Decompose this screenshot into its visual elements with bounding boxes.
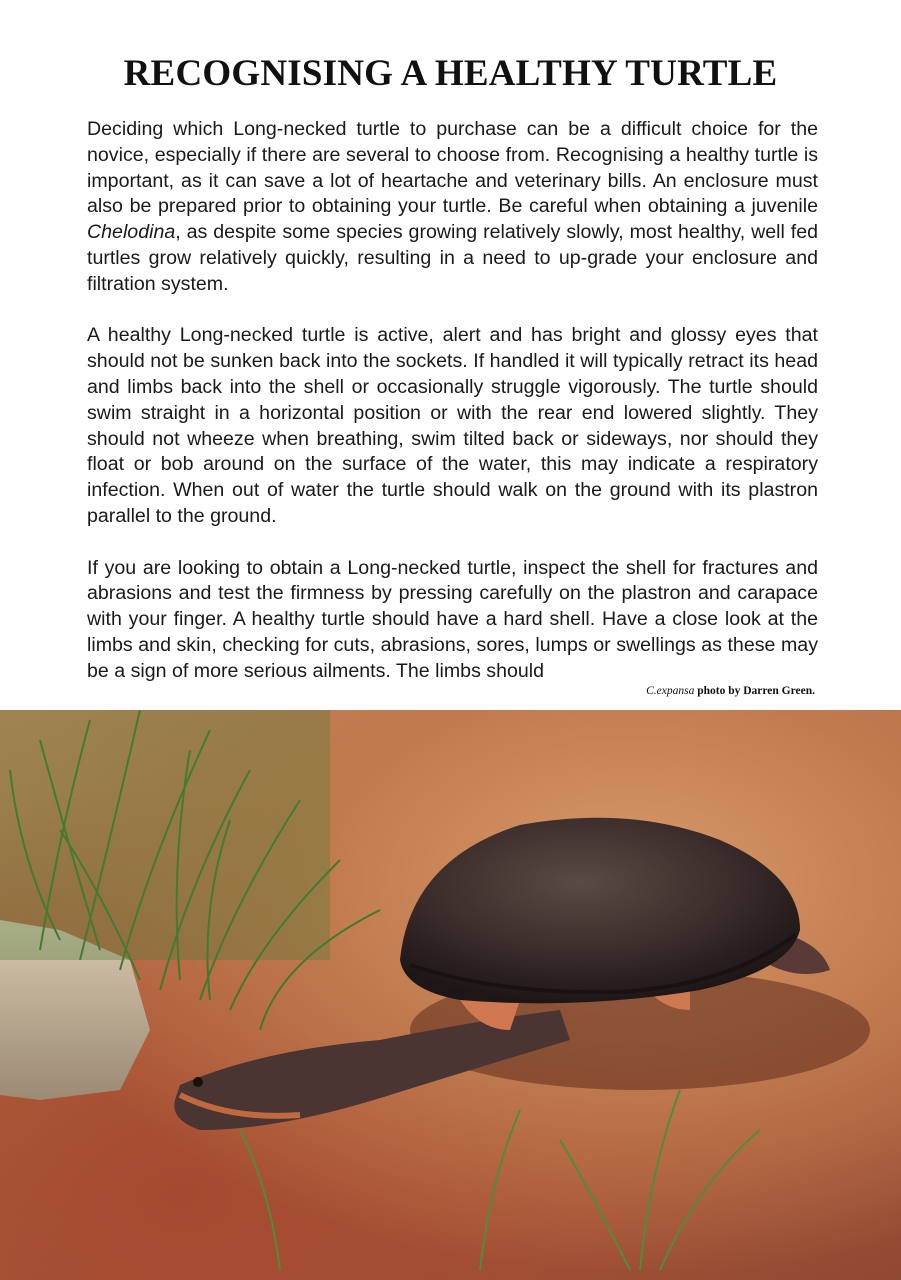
photo-caption — [646, 685, 815, 697]
species-name: Chelodina — [87, 221, 176, 244]
paragraph-3: If you are looking to obtain a Long-necked turtle, inspect the shell for fractures and abrasions and test the firmness by pressing carefully on the plastron and carapace with your finger. A healthy turtle should have a hard shell. Have a close look at the limbs and skin, checking for cuts, abrasions, sores, lumps or swellings as these may be a sign of more serious ailments. The limbs should — [87, 556, 818, 682]
paragraph-1 — [87, 117, 818, 298]
paragraph-2: A healthy Long-necked turtle is active, alert and has bright and glossy eyes that should not be sunken back into the sockets. If handled it will typically retract its head and limbs back into the shell or occasionally struggle vigorously. The turtle should swim straight in a horizontal position or with the rear end lowered slightly. They should not wheeze when breathing, swim tilted back or sideways, nor should they float or bob around on the surface of the water, this may indicate a respiratory infection. When out of water the turtle should walk on the ground with its plastron parallel to the ground. — [87, 324, 818, 527]
body-text — [87, 117, 818, 710]
caption-credit: photo by Darren Green. — [694, 685, 815, 697]
grass-bottom — [240, 1090, 760, 1270]
caption-species: C.expansa — [646, 685, 695, 697]
paragraph-1-text-b: , as despite some species growing relatively slowly, most healthy, well fed turtles grow relatively quickly, resulting in a need to up-grade your enclosure and filtration system. — [87, 221, 818, 295]
grass-patch — [0, 710, 330, 960]
turtle-photo-illustration — [0, 710, 901, 1280]
turtle-eye — [193, 1077, 203, 1087]
page-title: RECOGNISING A HEALTHY TURTLE — [123, 53, 778, 94]
paragraph-1-text-a: Deciding which Long-necked turtle to purchase can be a difficult choice for the novice, especially if there are several to choose from. Recognising a healthy turtle is important, as it can save a lot of heartache and veterinary bills. An enclosure must also be prepared prior to obtaining your turtle. Be careful when obtaining a juvenile — [87, 118, 818, 218]
turtle-photo — [0, 710, 901, 1280]
turtle-shell — [400, 818, 800, 1004]
